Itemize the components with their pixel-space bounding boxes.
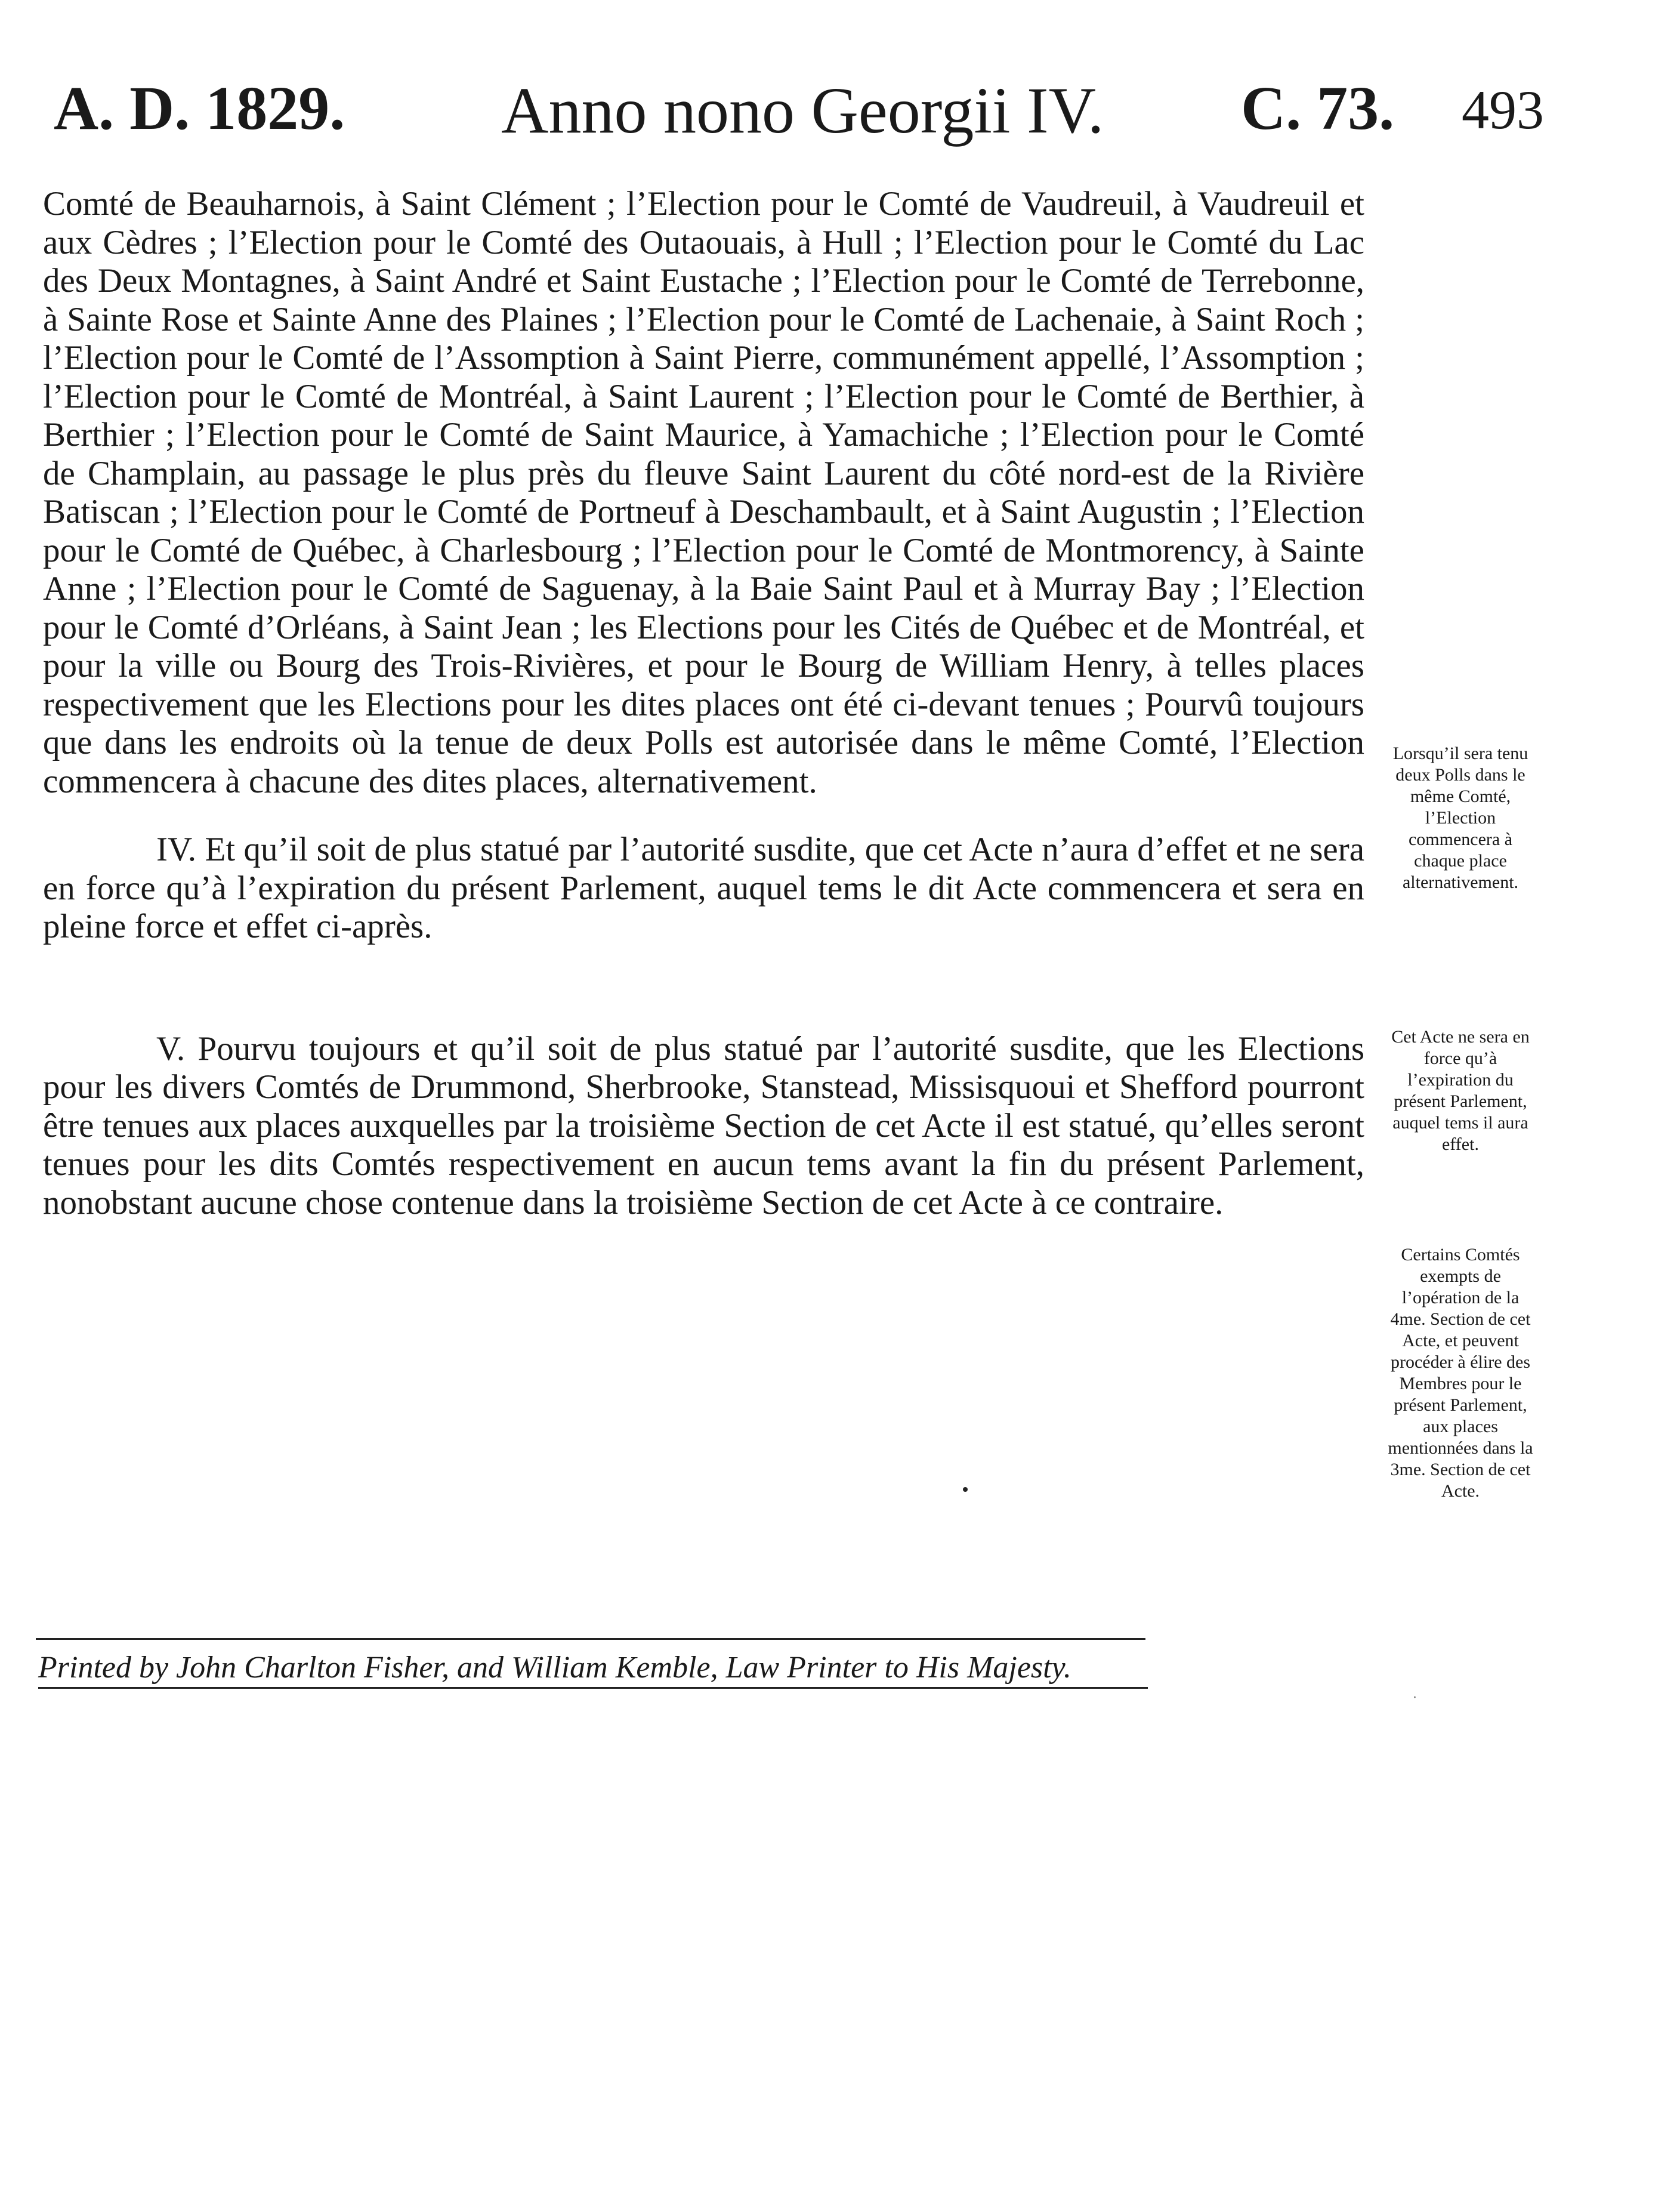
continued-paragraph: Comté de Beauharnois, à Saint Clément ; l’Election pour le Comté de Vaudreuil, à Vaudreuil et aux Cèdres ; l’Election pour le Comté des Outaouais, à Hull ; l’Election pour le Comté du Lac des Deux Montagnes, à Saint André et Saint Eustache ; l’Election pour le Comté de Terrebonne, à Sainte Rose et Sainte Anne des Plaines ; l’Election pour le Comté de Lachenaie, à Saint Roch ; l’Election pour le Comté de l’Assomption à Saint Pierre, communément appellé, l’Assomption ; l’Election pour le Comté de Montréal, à Saint Laurent ; l’Election pour le Comté de Berthier, à Berthier ; l’Election pour le Comté de Saint Maurice, à Yamachiche ; l’Election pour le Comté de Champlain, au passage le plus près du fleuve Saint Laurent du côté nord-est de la Rivière Batiscan ; l’Election pour le Comté de Portneuf à Deschambault, et à Saint Augustin ; l’Election pour le Comté de Québec, à Charlesbourg ; l’Election pour le Comté de Montmorency, à Sainte Anne ; l’Election pour le Comté de Saguenay, à la Baie Saint Paul et à Murray Bay ; l’Election pour le Comté d’Orléans, à Saint Jean ; les Elections pour les Cités de Québec et de Montréal, et pour la ville ou Bourg des Trois-Rivières, et pour le Bourg de William Henry, à telles places respectivement que les Elections pour les dites places ont été ci-devant tenues ; Pourvû toujours que dans les endroits où la tenue de deux Polls est autorisée dans le même Comté, l’Election commencera à chacune des dites places, alternativement. bbox=[43, 185, 1364, 800]
header-year: A. D. 1829. bbox=[54, 74, 345, 143]
header-title: Anno nono Georgii IV. bbox=[501, 74, 1104, 147]
section-4-paragraph bbox=[43, 831, 1364, 946]
section-5-paragraph bbox=[43, 1030, 1364, 1223]
section-5-number: V. bbox=[156, 1029, 186, 1068]
printer-dot bbox=[963, 1487, 968, 1492]
section-5-text: Pourvu toujours et qu’il soit de plus statué par l’autorité susdite, que les Elections pour les divers Comtés de Drummond, Sherbrooke, Stanstead, Missisquoui et Shefford pourront être tenues aux places auxquelles par la troisième Section de cet Acte il est statué, qu’elles seront tenues pour les dits Comtés respectivement en aucun tems avant la fin du présent Parlement, nonobstant aucune chose contenue dans la troisième Section de cet Acte à ce contraire. bbox=[43, 1029, 1365, 1222]
margin-note-act-in-force: Cet Acte ne sera en force qu’à l’expiration du présent Parlement, auquel tems il aura effet. bbox=[1391, 1027, 1530, 1154]
running-header bbox=[54, 74, 1581, 167]
section-4-number: IV. bbox=[156, 831, 197, 868]
stray-ink-mark: · bbox=[1413, 1691, 1417, 1705]
header-chapter: C. 73. bbox=[1241, 74, 1395, 143]
printer-imprint: Printed by John Charlton Fisher, and William Kemble, Law Printer to His Majesty. bbox=[38, 1650, 1148, 1689]
section-4-text: Et qu’il soit de plus statué par l’autorité susdite, que cet Acte n’aura d’effet et ne sera en force qu’à l’expiration du présent Parlement, auquel tems le dit Acte commencera et sera en pleine force et effet ci-après. bbox=[43, 831, 1365, 945]
imprint-top-rule bbox=[36, 1638, 1145, 1640]
margin-note-alternate-polls: Lorsqu’il sera tenu deux Polls dans le même Comté, l’Election commencera à chaque place alternativement. bbox=[1392, 744, 1528, 892]
main-text-column bbox=[43, 185, 1364, 1222]
page-number: 493 bbox=[1462, 79, 1544, 140]
margin-note-exempt-counties: Certains Comtés exempts de l’opération de la 4me. Section de cet Acte, et peuvent procéder à élire des Membres pour le présent Parlement, aux places mentionnées dans la 3me. Section de cet Acte. bbox=[1388, 1245, 1533, 1501]
